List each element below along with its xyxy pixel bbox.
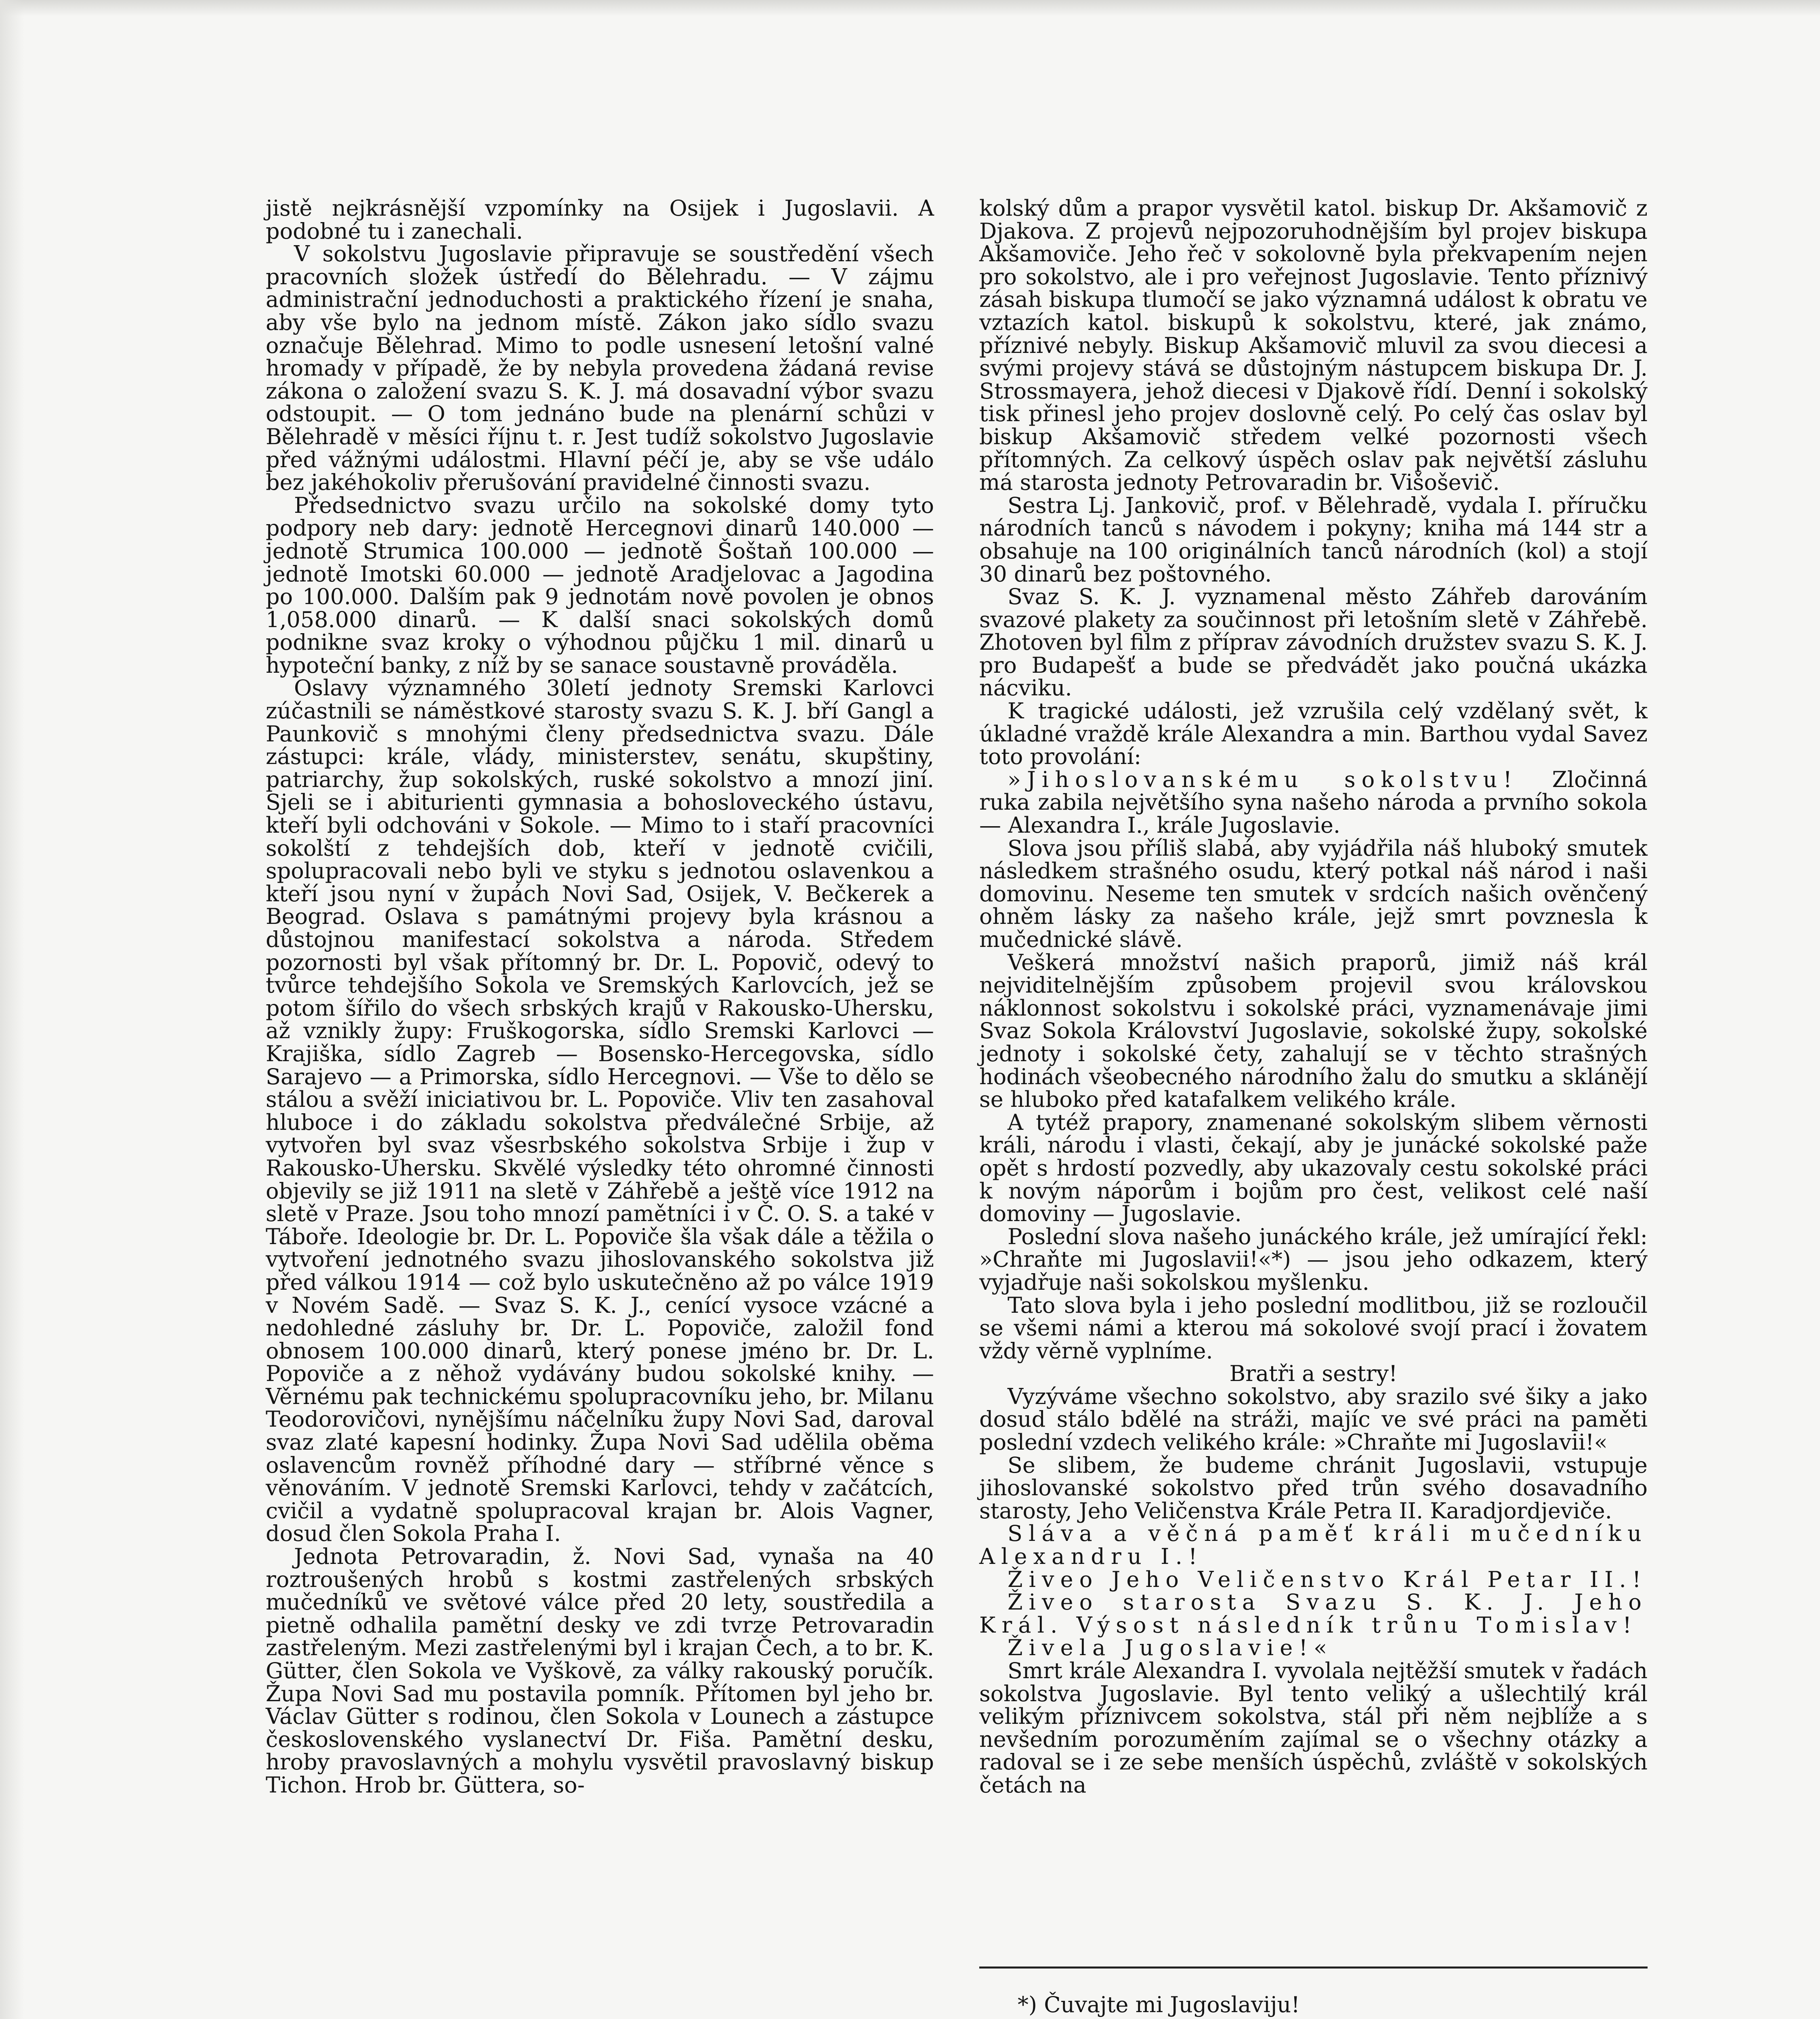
- proclamation-paragraph: Vyzýváme všechno sokolstvo, aby srazilo své šiky a jako dosud stálo bdělé na stráži, majíc ve své práci na paměti poslední vzdech velikého krále: »Chraňte mi Jugoslavii!«: [979, 1383, 1648, 1455]
- proclamation-paragraph: Se slibem, že budeme chránit Jugoslavii, vstupuje jihoslovanské sokolstvo před trůn svého dosavadního starosty, Jeho Veličenstva Krále Petra II. Karadjordjeviče.: [979, 1452, 1648, 1524]
- proclamation-heading: »Jihoslovanskému sokolstvu!: [1008, 766, 1518, 792]
- acclamation: Živela Jugoslavie!«: [1008, 1635, 1333, 1661]
- proclamation: [979, 768, 1648, 1660]
- proclamation-salutation: Bratři a sestry!: [1229, 1361, 1398, 1387]
- footnote-divider: [979, 1967, 1648, 1969]
- paragraph: Smrt krále Alexandra I. vyvolala nejtěžší smutek v řadách sokolstva Jugoslavie. Byl tento veliký a ušlechtilý král velikým příznivcem sokolstva, stál při něm nejblíže a s nevšedním porozuměním zajímal se o všechny otázky a radoval se i ze sebe menších úspěchů, zvláště v sokolských četách na: [979, 1658, 1648, 1798]
- proclamation-paragraph: Poslední slova našeho junáckého krále, jež umírající řekl: »Chraňte mi Jugoslavii!«*) — jsou jeho odkazem, který vyjadřuje naši sokolskou myšlenku.: [979, 1224, 1648, 1295]
- proclamation-paragraph: Veškerá množství našich praporů, jimiž náš král nejviditelnějším způsobem projevil svou královskou náklonnost sokolstvu i sokolské práci, vyznamenávaje jimi Svaz Sokola Království Jugoslavie, sokolské župy, sokolské jednoty i sokolské čety, zahalují se v těchto strašných hodinách všeobecného národního žalu do smutku a sklánějí se hluboko před katafalkem velikého krále.: [979, 949, 1648, 1112]
- acclamation: Živeo starosta Svazu S. K. J. Jeho Král. Výsost následník trůnu Tomislav!: [979, 1589, 1648, 1638]
- paragraph: kolský dům a prapor vysvětil katol. biskup Dr. Akšamovič z Djakova. Z projevů nejpozoruhodnějším byl projev biskupa Akšamoviče. Jeho řeč v sokolovně byla překvapením nejen pro sokolstvo, ale i pro veřejnost Jugoslavie. Tento příznivý zásah biskupa tlumočí se jako významná událost k obratu ve vztazích katol. biskupů k sokolstvu, které, jak známo, příznivé nebyly. Biskup Akšamovič mluvil za svou diecesi a svými projevy stává se důstojným nástupcem biskupa Dr. J. Strossmayera, jehož diecesi v Djakově řídí. Denní i sokolský tisk přinesl jeho projev doslovně celý. Po celý čas oslav byl biskup Akšamovič středem velké pozornosti všech přítomných. Za celkový úspěch oslav pak největší zásluhu má starosta jednoty Petrovaradin br. Višoševič.: [979, 195, 1648, 495]
- proclamation-paragraph: Slova jsou příliš slabá, aby vyjádřila náš hluboký smutek následkem strašného osudu, který potkal náš národ i naši domovinu. Neseme ten smutek v srdcích našich ověnčený ohněm lásky za našeho krále, jejž smrt povznesla k mučednické slávě.: [979, 835, 1648, 952]
- paragraph: Svaz S. K. J. vyznamenal město Záhřeb darováním svazové plakety za součinnost při letošním sletě v Záhřebě. Zhotoven byl film z příprav závodních družstev svazu S. K. J. pro Budapešť a bude se předvádět jako poučná ukázka nácviku.: [979, 584, 1648, 701]
- left-column: [266, 197, 934, 1797]
- paragraph: Oslavy významného 30letí jednoty Sremski Karlovci zúčastnili se náměstkové starosty svazu S. K. J. bří Gangl a Paunkovič s mnohými členy předsednictva svazu. Dále zástupci: krále, vlády, ministerstev, senátu, skupštiny, patriarchy, žup sokolských, ruské sokolstvo a mnozí jiní. Sjeli se i abiturienti gymnasia a bohosloveckého ústavu, kteří byli odchováni v Sokole. — Mimo to i staří pracovníci sokolští z tehdejších dob, kteří v jednotě cvičili, spolupracovali nebo byli ve styku s jednotou oslavenkou a kteří jsou nyní v župách Novi Sad, Osijek, V. Bečkerek a Beograd. Oslava s památnými projevy byla krásnou a důstojnou manifestací sokolstva a národa. Středem pozornosti byl však přítomný br. Dr. L. Popovič, odevý to tvůrce tehdejšího Sokola ve Sremských Karlovcích, jež se potom šířilo do všech srbských krajů v Rakousko-Uhersku, až vznikly župy: Fruškogorska, sídlo Sremski Karlovci — Krajiška, sídlo Zagreb — Bosensko-Hercegovska, sídlo Sarajevo — a Primorska, sídlo Hercegnovi. — Vše to dělo se stálou a svěží iniciativou br. L. Popoviče. Vliv ten zasahoval hluboce i do základu sokolstva předválečné Srbije, až vytvořen byl svaz všesrbského sokolstva Srbije i žup v Rakousko-Uhersku. Skvělé výsledky této ohromné činnosti objevily se již 1911 na sletě v Záhřebě a ještě více 1912 na sletě v Praze. Jsou toho mnozí pamětníci i v Č. O. S. a také v Táboře. Ideologie br. Dr. L. Popoviče šla však dále a těžila o vytvoření jednotného svazu jihoslovanského sokolstva již před válkou 1914 — což bylo uskutečněno až po válce 1919 v Novém Sadě. — Svaz S. K. J., cenící vysoce vzácné a nedohledné zásluhy br. Dr. L. Popoviče, založil fond obnosem 100.000 dinarů, který ponese jméno br. Dr. L. Popoviče a z něhož vydávány budou sokolské knihy. — Věrnému pak technickému spolupracovníku jeho, br. Milanu Teodorovičovi, nynějšímu náčelníku župy Novi Sad, daroval svaz zlaté kapesní hodinky. Župa Novi Sad udělila oběma oslavencům rovněž příhodné dary — stříbrné věnce s věnováním. V jednotě Sremski Karlovci, tehdy v začátcích, cvičil a vydatně spolupracoval krajan br. Alois Vagner, dosud člen Sokola Praha I.: [266, 675, 934, 1547]
- paragraph: K tragické události, jež vzrušila celý vzdělaný svět, k úkladné vraždě krále Alexandra a min. Barthou vydal Savez toto provolání:: [979, 698, 1648, 770]
- paragraph: V sokolstvu Jugoslavie připravuje se soustředění všech pracovních složek ústředí do Bělehradu. — V zájmu administrační jednoduchosti a praktického řízení je snaha, aby vše bylo na jednom místě. Zákon jako sídlo svazu označuje Bělehrad. Mimo to podle usnesení letošní valné hromady v případě, že by nebyla provedena žádaná revise zákona o založení svazu S. K. J. má dosavadní výbor svazu odstoupit. — O tom jednáno bude na plenární schůzi v Bělehradě v měsíci říjnu t. r. Jest tudíž sokolstvo Jugoslavie před vážnými událostmi. Hlavní péčí je, aby se vše událo bez jakéhokoliv přerušování pravidelné činnosti svazu.: [266, 241, 934, 495]
- paragraph: Předsednictvo svazu určilo na sokolské domy tyto podpory neb dary: jednotě Hercegnovi dinarů 140.000 — jednotě Strumica 100.000 — jednotě Šoštaň 100.000 — jednotě Imotski 60.000 — jednotě Aradjelovac a Jagodina po 100.000. Dalším pak 9 jednotám nově povolen je obnos 1,058.000 dinarů. — K další snaci sokolských domů podnikne svaz kroky o výhodnou půjčku 1 mil. dinarů u hypoteční banky, z níž by se sanace soustavně prováděla.: [266, 492, 934, 678]
- acclamation: Živeo Jeho Veličenstvo Král Petar II.!: [1008, 1566, 1647, 1592]
- paragraph: Sestra Lj. Jankovič, prof. v Bělehradě, vydala I. příručku národních tanců s návodem i pokyny; kniha má 144 str a obsahuje na 100 originálních tanců národních (kol) a stojí 30 dinarů bez poštovného.: [979, 492, 1648, 587]
- right-column: [979, 197, 1648, 1797]
- footnote: *) Čuvajte mi Jugoslaviju!: [1018, 1992, 1300, 2017]
- scan-edge-shadow-left: [0, 0, 24, 2019]
- proclamation-opening: [979, 768, 1648, 837]
- proclamation-opening-text: Zločinná ruka zabila největšího syna našeho národa a prvního sokola — Alexandra I., krále Jugoslavie.: [979, 766, 1648, 838]
- acclamation: Sláva a věčná paměť králi mučedníku Alexandru I.!: [979, 1521, 1648, 1570]
- paragraph: Jednota Petrovaradin, ž. Novi Sad, vynaša na 40 roztroušených hrobů s kostmi zastřelených srbských mučedníků ve světové válce před 20 lety, soustředila a pietně odhalila pamětní desky ve zdi tvrze Petrovaradin zastřeleným. Mezi zastřelenými byl i krajan Čech, a to br. K. Gütter, člen Sokola ve Vyškově, za války rakouský poručík. Župa Novi Sad mu postavila pomník. Přítomen byl jeho br. Václav Gütter s rodinou, člen Sokola v Lounech a zástupce československého vyslanectví Dr. Fiša. Pamětní desku, hroby pravoslavných a mohylu vysvětil pravoslavný biskup Tichon. Hrob br. Güttera, so-: [266, 1544, 934, 1798]
- paragraph: jistě nejkrásnější vzpomínky na Osijek i Jugoslavii. A podobné tu i zanechali.: [266, 195, 934, 244]
- scan-edge-shadow-top: [0, 0, 1820, 16]
- proclamation-paragraph: A tytéž prapory, znamenané sokolským slibem věrnosti králi, národu i vlasti, čekají, aby je junácké sokolské paže opět s hrdostí pozvedly, aby ukazovaly cestu sokolské práci k novým náporům i bojům pro čest, velikost celé naší domoviny — Jugoslavie.: [979, 1109, 1648, 1227]
- proclamation-paragraph: Tato slova byla i jeho poslední modlitbou, již se rozloučil se všemi námi a kterou má sokolové svojí prací i žovatem vždy věrně vyplníme.: [979, 1292, 1648, 1364]
